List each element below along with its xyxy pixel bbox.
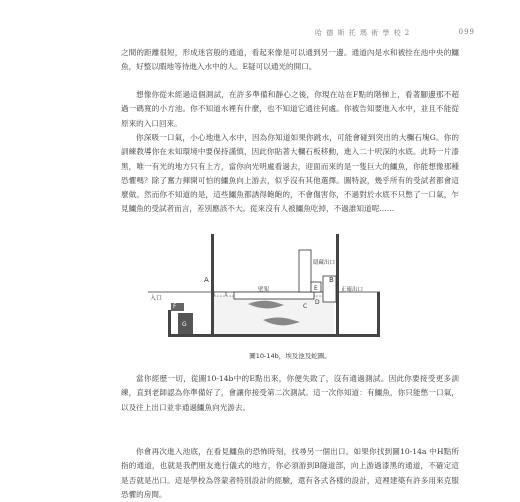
page-number: 099 [458, 28, 475, 36]
label-correct-exit: 正確出口 [341, 287, 364, 293]
right-wall [336, 234, 339, 336]
label-c: C [303, 303, 308, 310]
figure-caption: 圖10-14b，埃及池及蛇圖。 [249, 352, 331, 360]
ledge [234, 292, 314, 299]
label-g: G [182, 321, 187, 328]
bottom-wall [168, 334, 380, 337]
left-outer-wall [168, 310, 171, 336]
paragraph-1: 之間的距離很短，形成迷宮般的通道，看起來像是可以通到另一邊。通道內是水和被拴在池中央的鱷魚，好整以暇地等待進入水中的人。E疑可以通光的開口。 [121, 48, 459, 72]
paragraph-2: 想像你從未經過這個測試，在許多準備和靜心之後，你現在站在F點的階梯上，看著腳邊那不超過一碼寬的小方池。你不知道水裡有什麼，也不知道它通往何處。你被告知要進入水中，並且不能從原來的入口回來。 [121, 90, 459, 128]
left-wall [211, 234, 214, 336]
paragraph-3: 你深吸一口氣，小心地進入水中，因為你知道如果你跳水，可能會碰到突出的大欄石塊G。你的訓練教導你在未知環境中要保持謹慎，因此你貼著大欄石板移動，進入二十呎深的水底。此時一片漆黑，唯一有光的地方只有上方，當你向光明處看過去，迎面而來的是一隻巨大的鱷魚，你能想像那種恐懼嗎？除了奮力揮開可怕的鱷魚向上游去，似乎沒有其他選擇。圖特說，幾乎所有的受試者都會這麼做。然而你不知道的是，這些鱷魚都誘得飽飽的，不會傷害你，不過對於水底不只憋了一口氣，乍見鱷魚的受試者而言，差別應該不大。從來沒有人被鱷魚吃掉，不過誰知道呢…… [121, 133, 459, 214]
label-e: E [314, 285, 318, 292]
label-wall: 壁架 [258, 287, 270, 293]
paragraph-5: 你會再次進入池底，在看見鱷魚的恐怖時刻，找尋另一個出口。如果你找到圖10-14a 中H點所指的通道，也就是我們朋友進行儀式的地方，你必須游到B隧道部，向上游過漆黑的通道，不確定這是否就是出口。這是學校為啓蒙者特別設計的經驗，還有各式各樣的設計，這裡建築有許多用來克服恐懼的房間。 [121, 447, 459, 499]
label-f: F [173, 303, 177, 310]
label-upper-exit: 隱藏出口 [313, 260, 336, 266]
label-b: B [329, 276, 334, 284]
label-a: A [204, 276, 209, 284]
running-header [315, 28, 475, 40]
label-entrance: 入口 [150, 295, 163, 302]
label-d: D [315, 299, 320, 306]
running-title: 哈 德 斯 托 瑪 術 學 校 2 [315, 29, 411, 37]
paragraph-4: 當你經歷一切，從圖10-14b中的E點出來，你便失敗了，沒有通過測試。因此你要接受更多訓練，直到老師認為你準備好了，會讓你接受第二次測試。這一次你知道：有鱷魚，你只能憋一口氣，以及往上出口並非通過鱷魚向光游去。 [121, 374, 459, 412]
pool-cross-section-diagram [148, 234, 388, 344]
exit-shaft [299, 250, 311, 292]
right-outer-wall [377, 292, 380, 336]
